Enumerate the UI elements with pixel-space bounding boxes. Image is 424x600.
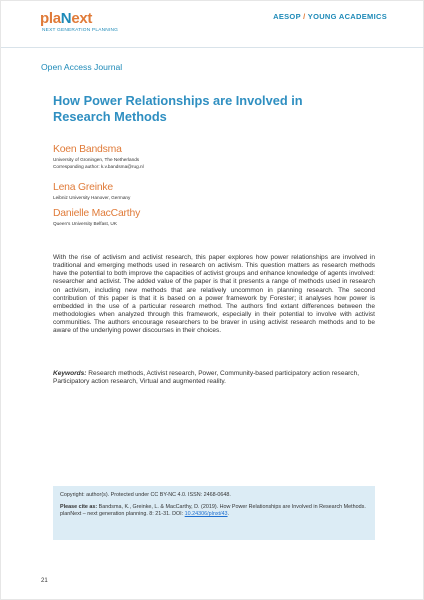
author-affiliation: Queen's University Belfast, UK (53, 221, 117, 226)
journal-tag-left: AESOP (273, 12, 301, 21)
author-block-2 (53, 182, 130, 201)
page-number: 21 (41, 578, 48, 584)
author-name: Koen Bandsma (53, 144, 122, 155)
author-block-1 (53, 144, 144, 170)
logo-subtitle: NEXT GENERATION PLANNING (42, 28, 119, 33)
cite-tail: . (227, 511, 230, 517)
journal-tag-separator: / (300, 12, 308, 21)
citation-box (53, 486, 375, 540)
author-affiliation: University of Groningen, The Netherlands (53, 157, 140, 162)
cite-label: Please cite as: (60, 504, 98, 510)
author-affiliation: Leibniz University Hanover, Germany (53, 195, 131, 200)
cite-text: Bandsma, K., Greinke, L. & MacCarthy, D. (2019). How Power Relationships are Involved in Research Methods. planNext – next generation planning. 8: 21-31. DOI: (60, 504, 366, 517)
keywords-label: Keywords: (53, 370, 87, 377)
journal-header (1, 1, 424, 47)
logo-text-post: ext (71, 10, 93, 27)
keywords (53, 370, 375, 386)
logo-text-pre: pla (40, 10, 61, 27)
journal-tag-right: YOUNG ACADEMICS (307, 12, 387, 21)
corresponding-author: Corresponding author: k.v.bandsma@rug.nl (53, 164, 144, 169)
author-block-3 (53, 208, 140, 227)
keywords-text: Research methods, Activist research, Power, Community-based participatory action research, Participatory action research, Virtual and augmented reality. (53, 370, 360, 386)
cite-as (60, 504, 368, 518)
author-name: Danielle MacCarthy (53, 208, 141, 219)
doi-link[interactable]: 10.24306/plnxt/43 (184, 511, 228, 517)
logo-text-n: N (60, 10, 72, 27)
paper-title: How Power Relationships are Involved in Research Methods (53, 93, 303, 124)
copyright-notice: Copyright: author(s). Protected under CC BY-NC 4.0. ISSN: 2468-0648. (60, 492, 231, 498)
abstract: With the rise of activism and activist research, this paper explores how power relationships are involved in traditional and emerging methods used in research on activism. This question matters as research methods have the potential to both improve the capacities of activist groups and enhance knowledge of agents involved: researcher and activist. The added value of the paper is that it presents a range of methods used in research on activism, including new methods that are relatively uncommon in planning research. The second contribution of this paper is that it is based on a power framework by Forester; it analyses how power is embedded in the use of a particular research method. The authors find extant differences between the methodologies when analyzed through this framework, especially in their potential to involve with activist communities. The authors encourage researchers to be braver in using activist research methods and to be aware of the underlying power discourses in their choices. (53, 254, 375, 335)
author-name: Lena Greinke (53, 182, 113, 193)
journal-logo (40, 10, 92, 27)
header-divider (1, 47, 424, 48)
journal-tag (273, 12, 387, 21)
open-access-label: Open Access Journal (41, 62, 123, 72)
